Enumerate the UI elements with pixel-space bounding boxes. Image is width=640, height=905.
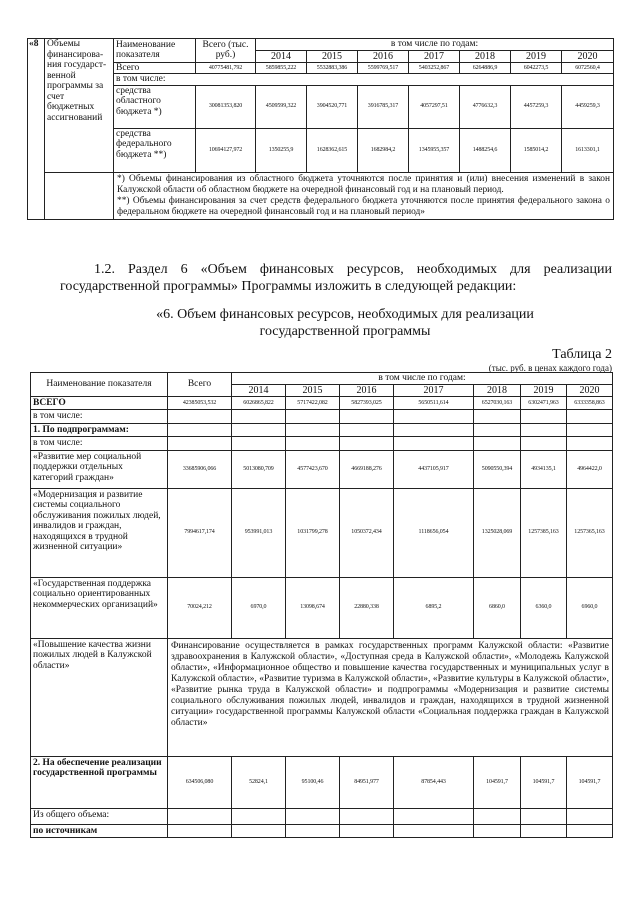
- year-value: 6264886,9: [460, 62, 511, 74]
- year-header: 2015: [307, 50, 358, 62]
- funding-volume-table: [27, 38, 614, 220]
- year-value: 6302471,963: [521, 396, 567, 410]
- table-row: [31, 638, 613, 756]
- year-value: 95100,46: [286, 756, 340, 808]
- year-value: 6072560,4: [562, 62, 614, 74]
- year-value: 1257365,163: [567, 488, 613, 577]
- total-value: 33685906,066: [168, 450, 232, 488]
- year-value: 5403252,867: [409, 62, 460, 74]
- year-value: 4776632,3: [460, 85, 511, 128]
- year-value: 3904520,771: [307, 85, 358, 128]
- year-value: 6527030,163: [474, 396, 521, 410]
- table-row: [31, 450, 613, 488]
- table-row: [28, 172, 614, 219]
- footnotes: [114, 172, 614, 219]
- year-value: 1613301,1: [562, 128, 614, 172]
- table-row: [28, 85, 614, 128]
- year-value: 4437105,917: [394, 450, 474, 488]
- year-header: 2014: [232, 384, 286, 396]
- total-value: 42385053,532: [168, 396, 232, 410]
- table-row: [31, 577, 613, 638]
- year-value: 52824,1: [232, 756, 286, 808]
- year-value: 4459259,3: [562, 85, 614, 128]
- row-number: «8: [28, 39, 45, 220]
- year-value: 3916785,317: [358, 85, 409, 128]
- year-value: 1031799,278: [286, 488, 340, 577]
- total-value: 40775481,792: [196, 62, 256, 74]
- indicator-header: Наименование показателя: [31, 373, 168, 397]
- by-years-header: в том числе по годам:: [232, 373, 613, 385]
- year-header: 2016: [358, 50, 409, 62]
- footnote-federal: **) Объемы финансирования за счет средств федерального бюджета уточняются после принятия федерального закона о федеральном бюджете на очередной финансовый год и на плановый период»: [117, 195, 610, 217]
- year-value: 1257385,163: [521, 488, 567, 577]
- section-heading: «6. Объем финансовых ресурсов, необходимых для реализации государственной программы: [156, 307, 534, 339]
- year-value: 22880,338: [340, 577, 394, 638]
- table-row: [28, 128, 614, 172]
- year-value: 5859855,222: [256, 62, 307, 74]
- year-header: 2017: [394, 384, 474, 396]
- year-value: 6895,2: [394, 577, 474, 638]
- year-value: 4457259,3: [511, 85, 562, 128]
- year-value: 6042273,5: [511, 62, 562, 74]
- row-label: средства федерального бюджета **): [114, 128, 196, 172]
- year-value: 4669188,276: [340, 450, 394, 488]
- year-value: 5013080,709: [232, 450, 286, 488]
- table-units: (тыс. руб. в ценах каждого года): [488, 363, 612, 373]
- year-value: 5717422,082: [286, 396, 340, 410]
- total-value: 70024,212: [168, 577, 232, 638]
- amendment-paragraph: 1.2. Раздел 6 «Объем финансовых ресурсов, необходимых для реализации государственной программы» Программы изложить в следующей редакции:: [60, 262, 612, 294]
- year-header: 2020: [562, 50, 614, 62]
- year-value: 5090550,394: [474, 450, 521, 488]
- year-value: 4964422,0: [567, 450, 613, 488]
- year-value: 6333358,863: [567, 396, 613, 410]
- row-title: Объемы финансирова-ния государст-венной программы за счет бюджетных ассигнований: [45, 39, 114, 173]
- year-value: 6360,0: [521, 577, 567, 638]
- year-value: 953991,013: [232, 488, 286, 577]
- year-header: 2014: [256, 50, 307, 62]
- table-row: [31, 756, 613, 808]
- row-label: «Модернизация и развитие системы социального обслуживания пожилых людей, инвалидов и граждан, находящихся в трудной жизненной ситуации»: [31, 488, 168, 577]
- year-value: 4509599,322: [256, 85, 307, 128]
- year-value: 1050372,434: [340, 488, 394, 577]
- total-value: 10694127,972: [196, 128, 256, 172]
- row-label: в том числе:: [114, 74, 614, 86]
- year-value: 5532883,386: [307, 62, 358, 74]
- year-header: 2018: [474, 384, 521, 396]
- year-value: 4057297,51: [409, 85, 460, 128]
- row-label: по источникам: [31, 824, 168, 838]
- year-value: 104591,7: [474, 756, 521, 808]
- table-row: [31, 423, 613, 437]
- indicator-header: Наименование показателя: [114, 39, 196, 63]
- year-value: 1682984,2: [358, 128, 409, 172]
- footnote-regional: *) Объемы финансирования из областного бюджета уточняются после принятия и (или) внесения изменений в закон Калужской области об областном бюджете на очередной финансовый год и на плановый период.: [117, 173, 610, 195]
- year-header: 2019: [521, 384, 567, 396]
- year-value: 1345955,357: [409, 128, 460, 172]
- year-header: 2018: [460, 50, 511, 62]
- year-value: 1585014,2: [511, 128, 562, 172]
- year-header: 2015: [286, 384, 340, 396]
- year-value: 4577423,670: [286, 450, 340, 488]
- row-label: «Повышение качества жизни пожилых людей в Калужской области»: [31, 638, 168, 756]
- year-value: 6970,0: [232, 577, 286, 638]
- year-header: 2020: [567, 384, 613, 396]
- table-row: [28, 62, 614, 74]
- year-value: 5827393,025: [340, 396, 394, 410]
- year-value: 84951,977: [340, 756, 394, 808]
- year-value: 13098,674: [286, 577, 340, 638]
- year-header: 2019: [511, 50, 562, 62]
- quality-financing-note: Финансирование осуществляется в рамках государственных программ Калужской области: «Развитие здравоохранения в Калужской области», «Доступная среда в Калужской области», «Молодежь Калужской области», «Информационное общество и повышение качества государственных и муниципальных услуг в Калужской области», «Развитие туризма в Калужской области», «Развитие культуры в Калужской области», «Развитие рынка труда в Калужской области» и подпрограммы «Модернизация и развитие системы социального обслуживания пожилых людей, инвалидов и граждан, находящихся в трудной жизненной ситуации» государственной программы Калужской области «Социальная поддержка граждан в Калужской области»: [168, 638, 613, 756]
- table-row: [31, 808, 613, 824]
- year-header: 2017: [409, 50, 460, 62]
- year-value: 104591,7: [521, 756, 567, 808]
- by-years-header: в том числе по годам:: [256, 39, 614, 51]
- table-row: [31, 396, 613, 410]
- year-value: 1325028,069: [474, 488, 521, 577]
- row-label: 2. На обеспечение реализации государственной программы: [31, 756, 168, 808]
- table-row: [31, 437, 613, 451]
- row-label: средства областного бюджета *): [114, 85, 196, 128]
- row-label: ВСЕГО: [31, 396, 168, 410]
- total-value: 634506,080: [168, 756, 232, 808]
- year-value: 104591,7: [567, 756, 613, 808]
- year-value: 87854,443: [394, 756, 474, 808]
- total-header: Всего: [168, 373, 232, 397]
- row-label: в том числе:: [31, 437, 168, 451]
- row-label: «Государственная поддержка социально ориентированных некоммерческих организаций»: [31, 577, 168, 638]
- table-row: [31, 824, 613, 838]
- year-value: 6026865,822: [232, 396, 286, 410]
- year-value: 5599769,517: [358, 62, 409, 74]
- row-label: 1. По подпрограммам:: [31, 423, 168, 437]
- row-label: Всего: [114, 62, 196, 74]
- year-value: 1350255,9: [256, 128, 307, 172]
- row-label: в том числе:: [31, 410, 168, 424]
- table-row: [31, 410, 613, 424]
- year-value: 1118656,054: [394, 488, 474, 577]
- year-value: 1628362,615: [307, 128, 358, 172]
- row-label: «Развитие мер социальной поддержки отдельных категорий граждан»: [31, 450, 168, 488]
- year-value: 4934135,1: [521, 450, 567, 488]
- total-value: 30081353,820: [196, 85, 256, 128]
- table-row: [28, 74, 614, 86]
- year-value: 5650511,614: [394, 396, 474, 410]
- row-label: Из общего объема:: [31, 808, 168, 824]
- year-value: 6860,0: [474, 577, 521, 638]
- year-value: 6960,0: [567, 577, 613, 638]
- year-header: 2016: [340, 384, 394, 396]
- year-value: 1488254,6: [460, 128, 511, 172]
- total-header: Всего (тыс. руб.): [196, 39, 256, 63]
- table-caption: Таблица 2: [552, 347, 612, 362]
- table-row: [31, 488, 613, 577]
- total-value: 7994617,174: [168, 488, 232, 577]
- financial-resources-table: [30, 372, 613, 838]
